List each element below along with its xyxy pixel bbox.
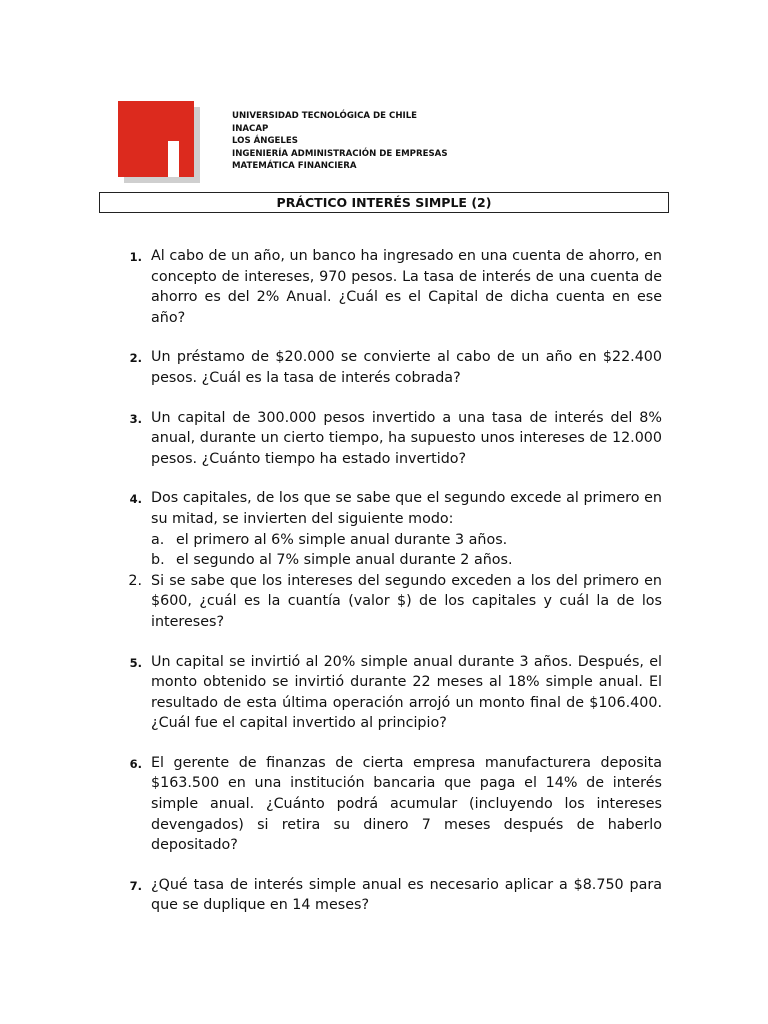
sub-item [118,530,662,551]
question-text: El gerente de finanzas de cierta empresa manufacturera deposita $163.500 en una institución bancaria que paga el 14% de interés simple anual. ¿Cuánto podrá acumular (incluyendo los intereses devengados) si retira su dinero 7 meses después de haberlo depositado? [151,754,662,854]
question-number: 6. [129,756,142,771]
question-text: Si se sabe que los intereses del segundo exceden a los del primero en $600, ¿cuál es la cuantía (valor $) de los capitales y cuál la de los intereses? [151,572,662,630]
header-career: INGENIERÍA ADMINISTRACIÓN DE EMPRESAS [232,148,448,159]
question-number: 2. [129,351,142,366]
question-item [118,347,662,388]
question-text: Un préstamo de $20.000 se convierte al cabo de un año en $22.400 pesos. ¿Cuál es la tasa de interés cobrada? [151,349,662,386]
question-item [118,488,662,570]
question-number: 5. [129,655,142,670]
question-list [118,246,662,935]
question-number: 3. [129,411,142,426]
header-campus: LOS ÁNGELES [232,136,298,147]
page-title: PRÁCTICO INTERÉS SIMPLE (2) [99,192,669,213]
question-item [118,246,662,328]
institution-header [232,110,448,173]
question-number: 1. [129,250,142,264]
sub-item-text: el segundo al 7% simple anual durante 2 años. [176,552,513,569]
question-item [118,571,662,633]
question-number: 7. [129,878,142,893]
question-item [118,408,662,470]
question-text: ¿Qué tasa de interés simple anual es necesario aplicar a $8.750 para que se duplique en 14 meses? [151,876,662,914]
question-number: 4. [129,492,142,507]
question-number: 2. [128,572,142,589]
header-course: MATEMÁTICA FINANCIERA [232,161,357,172]
logo-notch [168,141,179,177]
sub-item [118,550,662,571]
question-item [118,753,662,856]
sub-item-text: el primero al 6% simple anual durante 3 años. [176,531,508,548]
question-text: Un capital de 300.000 pesos invertido a una tasa de interés del 8% anual, durante un cierto tiempo, ha supuesto unos intereses de 12.000 pesos. ¿Cuánto tiempo ha estado invertido? [151,409,662,467]
logo-block [118,101,194,177]
question-item [118,875,662,916]
question-item [118,652,662,734]
question-text: Un capital se invirtió al 20% simple anual durante 3 años. Después, el monto obtenido se invirtió durante 22 meses al 18% simple anual. El resultado de esta última operación arrojó un monto final de $106.400. ¿Cuál fue el capital invertido al principio? [151,653,662,732]
question-text: Al cabo de un año, un banco ha ingresado en una cuenta de ahorro, en concepto de intereses, 970 pesos. La tasa de interés de una cuenta de ahorro es del 2% Anual. ¿Cuál es el Capital de dicha cuenta en ese año? [151,248,662,326]
header-institute: INACAP [232,123,269,134]
sub-item-letter: b. [151,552,165,569]
inacap-logo [118,101,200,181]
header-university: UNIVERSIDAD TECNOLÓGICA DE CHILE [232,111,418,121]
question-text: Dos capitales, de los que se sabe que el segundo excede al primero en su mitad, se invierten del siguiente modo: [151,490,662,527]
sub-item-letter: a. [151,531,165,548]
